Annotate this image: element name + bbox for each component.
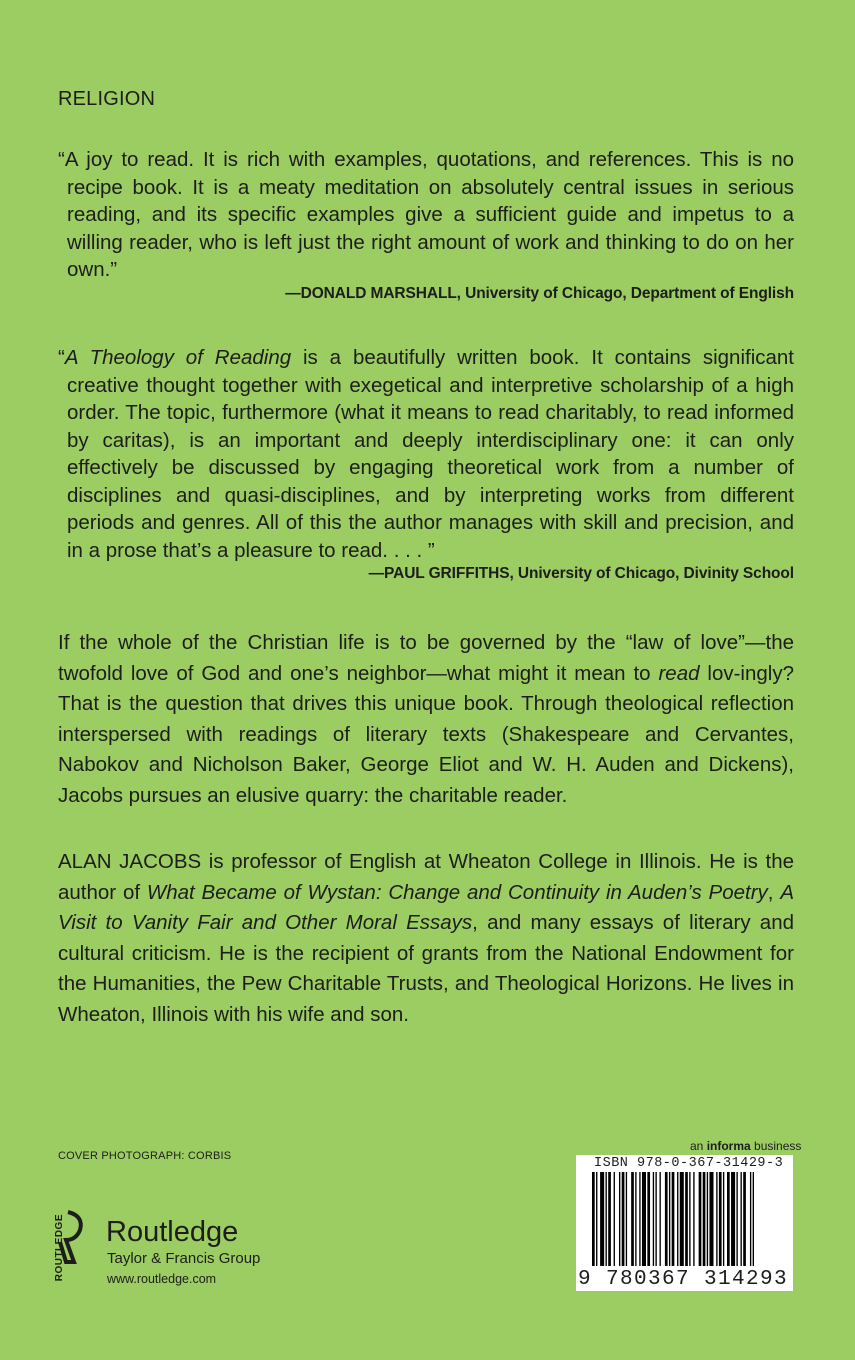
barcode-bar xyxy=(707,1172,708,1266)
barcode-bar xyxy=(685,1172,688,1266)
barcode-bar xyxy=(703,1172,706,1266)
barcode-bar xyxy=(619,1172,620,1266)
barcode-bar xyxy=(660,1172,661,1266)
publisher-name: Routledge xyxy=(106,1216,239,1248)
barcode-bar xyxy=(647,1172,650,1266)
isbn-label: ISBN 978-0-367-31429-3 xyxy=(594,1156,784,1171)
publisher-group: Taylor & Francis Group xyxy=(107,1250,261,1267)
barcode-bar xyxy=(672,1172,675,1266)
barcode-bar xyxy=(626,1172,627,1266)
category-label: RELIGION xyxy=(58,88,156,110)
barcode-bar xyxy=(653,1172,654,1266)
routledge-mark-icon xyxy=(52,1210,88,1282)
logo-vertical-text: ROUTLEDGE xyxy=(54,1214,65,1282)
review-quote-2 xyxy=(58,344,794,585)
quote-text: “A Theology of Reading is a beautifully written book. It contains significant creative thought together with exegetical and interpretive scholarship of a high order. The topic, furthermore (what it means to read charitably, to read informed by caritas), is an important and deeply interdisciplinary one: it can only effectively be discussed by engaging theoretical work from a number of disciplines and quasi-disciplines, and by interpreting works from different periods and genres. All of this the author manages with skill and precision, and in a prose that’s a pleasure to read. . . . ” xyxy=(58,346,795,562)
barcode-bar xyxy=(665,1172,668,1266)
barcode-bar xyxy=(716,1172,717,1266)
barcode-bar xyxy=(743,1172,746,1266)
barcode-bar xyxy=(723,1172,724,1266)
barcode-bar xyxy=(750,1172,751,1266)
barcode-bar xyxy=(606,1172,607,1266)
barcode-digits: 9 780367 314293 xyxy=(578,1268,789,1291)
author-bio: ALAN JACOBS is professor of English at Wheaton College in Illinois. He is the author of What Became of Wystan: Change and Continuity in Auden’s Poetry, A Visit to Vanity Fair and Other Moral Essays, and many essays of literary and cultural criticism. He is the recipient of grants from the National Endowment for the Humanities, the Pew Charitable Trusts, and Theological Horizons. He lives in Wheaton, Illinois with his wife and son. xyxy=(58,850,794,1026)
barcode-bar xyxy=(689,1172,690,1266)
photo-credit: COVER PHOTOGRAPH: CORBIS xyxy=(58,1150,232,1162)
barcode-bar xyxy=(635,1172,636,1266)
quote-attribution: —PAUL GRIFFITHS, University of Chicago, Divinity School xyxy=(368,565,794,582)
barcode-bar xyxy=(631,1172,634,1266)
barcode-bar xyxy=(699,1172,702,1266)
book-description: If the whole of the Christian life is to be governed by the “law of love”—the twofold love of God and one’s neighbor—what might it mean to read lov-ingly? That is the question that drives this unique book. Through theological reflection interspersed with readings of literary texts (Shakespeare and Cervantes, Nabokov and Nicholson Baker, George Eliot and W. H. Auden and Dickens), Jacobs pursues an elusive quarry: the charitable reader. xyxy=(58,631,794,807)
barcode-bar xyxy=(693,1172,694,1266)
barcode-bar xyxy=(741,1172,742,1266)
barcode-bar xyxy=(736,1172,737,1266)
quote-text: “A joy to read. It is rich with examples, quotations, and references. This is no recipe book. It is a meaty meditation on absolutely central issues in serious reading, and its specific examples give a sufficient guide and impetus to a willing reader, who is left just the right amount of work and thinking to do on her own.” xyxy=(58,148,794,281)
barcode-bar xyxy=(592,1172,595,1266)
barcode-bar xyxy=(753,1172,754,1266)
barcode-bar xyxy=(677,1172,678,1266)
barcode-bar xyxy=(600,1172,604,1266)
barcode-bar xyxy=(680,1172,684,1266)
informa-tagline: an informa business xyxy=(690,1139,802,1153)
barcode-bar xyxy=(731,1172,735,1266)
barcode-bar xyxy=(622,1172,625,1266)
publisher-logo xyxy=(52,1210,292,1290)
barcode-bar xyxy=(639,1172,640,1266)
barcode-bar xyxy=(669,1172,670,1266)
barcode-bar xyxy=(642,1172,646,1266)
quote-attribution: —DONALD MARSHALL, University of Chicago, Department of English xyxy=(285,284,794,302)
barcode xyxy=(576,1155,793,1291)
barcode-bar xyxy=(614,1172,615,1266)
barcode-bar xyxy=(608,1172,611,1266)
barcode-bars xyxy=(582,1172,787,1268)
barcode-bar xyxy=(719,1172,722,1266)
barcode-bar xyxy=(596,1172,597,1266)
review-quote-1 xyxy=(58,146,794,305)
barcode-bar xyxy=(727,1172,730,1266)
book-title: A Theology of Reading xyxy=(64,346,292,369)
barcode-bar xyxy=(709,1172,713,1266)
barcode-bar xyxy=(655,1172,656,1266)
publisher-url: www.routledge.com xyxy=(107,1272,217,1286)
